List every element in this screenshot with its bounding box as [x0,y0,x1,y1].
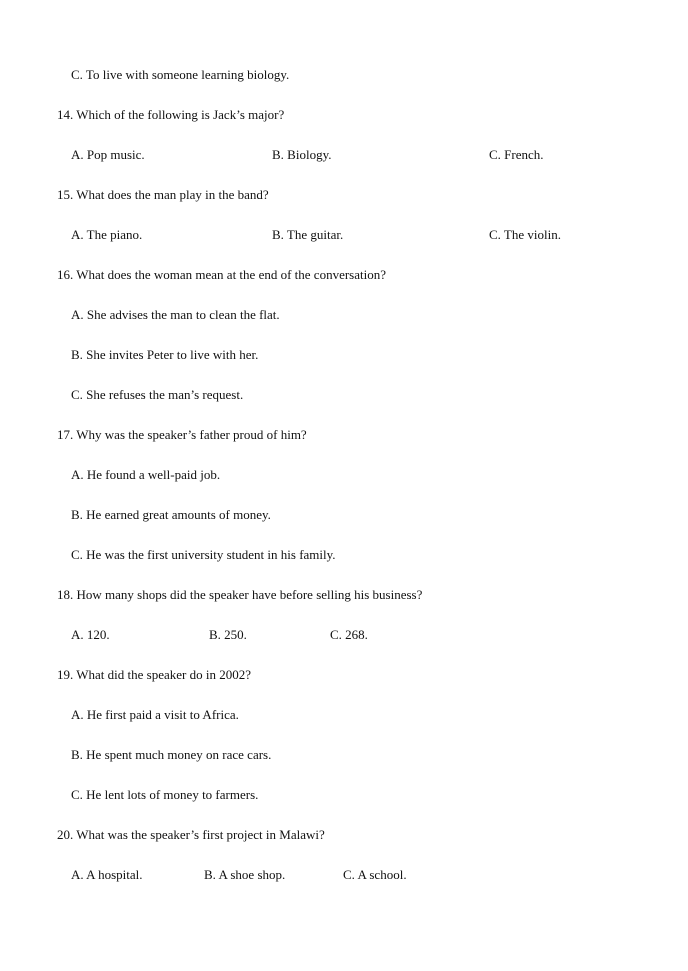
q18-option-c: C. 268. [330,627,368,642]
q14-option-a: A. Pop music. [71,147,145,162]
q13-option-c: C. To live with someone learning biology. [71,67,290,82]
q19-question: 19. What did the speaker do in 2002? [57,667,251,682]
q20-question: 20. What was the speaker’s first project in Malawi? [57,827,325,842]
q16-option-a: A. She advises the man to clean the flat. [71,307,280,322]
q19-option-a: A. He first paid a visit to Africa. [71,707,239,722]
q18-question: 18. How many shops did the speaker have before selling his business? [57,587,423,602]
q19-option-b: B. He spent much money on race cars. [71,747,272,762]
q18-option-a: A. 120. [71,627,110,642]
q14-option-c: C. French. [489,147,544,162]
q16-question: 16. What does the woman mean at the end of the conversation? [57,267,386,282]
q18-option-b: B. 250. [209,627,247,642]
q17-option-c: C. He was the first university student in his family. [71,547,336,562]
q15-option-b: B. The guitar. [272,227,344,242]
q19-option-c: C. He lent lots of money to farmers. [71,787,259,802]
q15-option-a: A. The piano. [71,227,143,242]
q17-question: 17. Why was the speaker’s father proud of him? [57,427,307,442]
q20-option-a: A. A hospital. [71,867,143,882]
q15-question: 15. What does the man play in the band? [57,187,269,202]
q14-question: 14. Which of the following is Jack’s major? [57,107,285,122]
q17-option-b: B. He earned great amounts of money. [71,507,271,522]
q15-option-c: C. The violin. [489,227,561,242]
q20-option-c: C. A school. [343,867,407,882]
q17-option-a: A. He found a well-paid job. [71,467,221,482]
q20-option-b: B. A shoe shop. [204,867,286,882]
q16-option-b: B. She invites Peter to live with her. [71,347,259,362]
q16-option-c: C. She refuses the man’s request. [71,387,244,402]
q14-option-b: B. Biology. [272,147,332,162]
